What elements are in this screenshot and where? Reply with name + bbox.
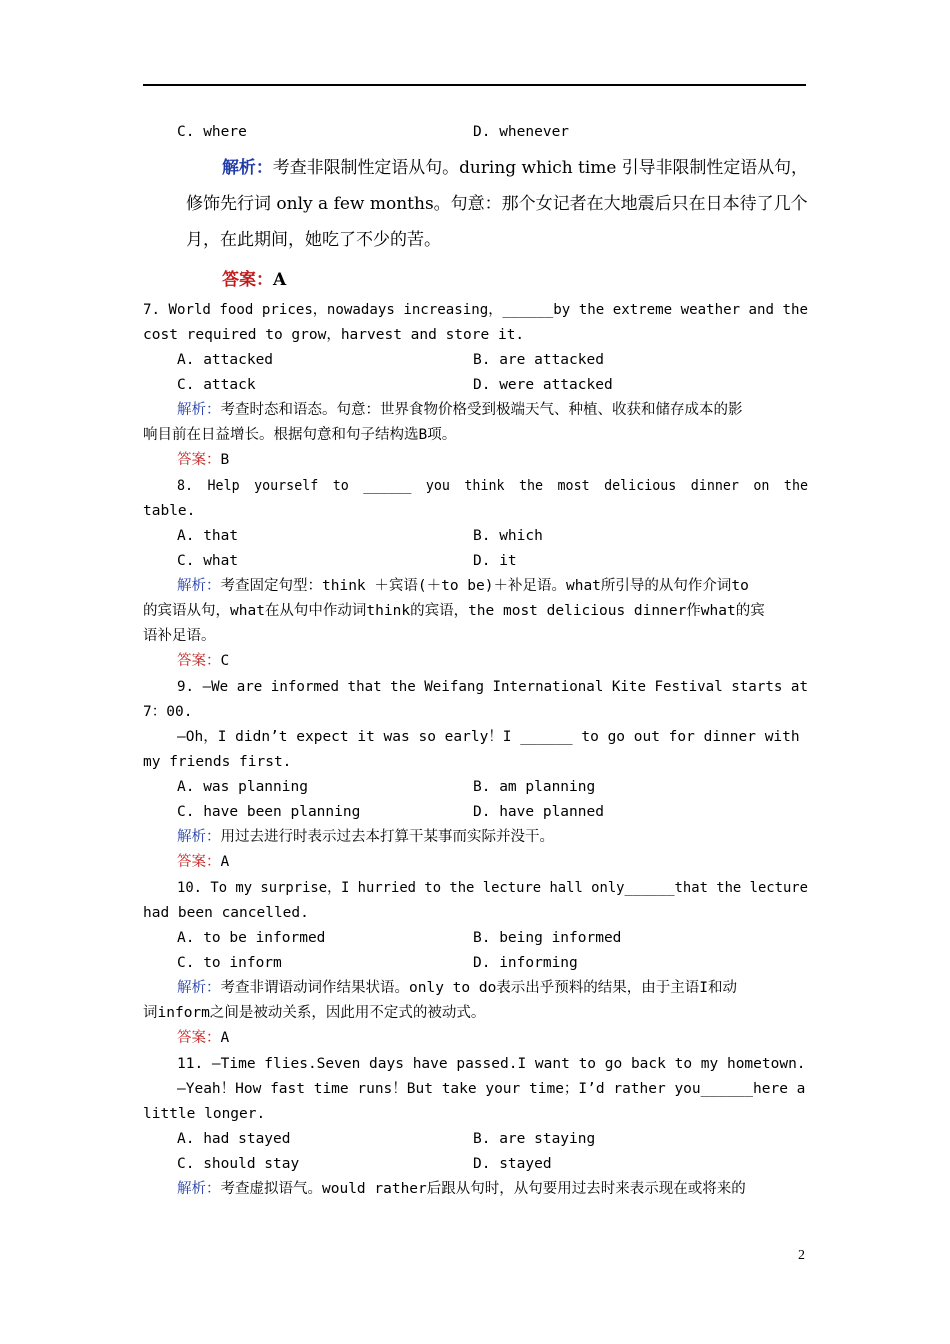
q8-option-d: D. it bbox=[473, 553, 517, 569]
q7-stem-line2: cost required to grow，harvest and store it. bbox=[143, 327, 525, 343]
q11-option-a: A. had stayed bbox=[177, 1131, 291, 1147]
q9-answer-label: 答案： bbox=[177, 854, 221, 870]
q9-answer-value: A bbox=[220, 854, 230, 870]
q8-explanation-text1: 考查固定句型：think ＋宾语(＋to be)＋补足语。what所引导的从句作介词to bbox=[220, 578, 749, 594]
q10-stem-line1: 10. To my surprise，I hurried to the lecture hall only______that the lecture bbox=[177, 880, 808, 896]
q6-option-d: D. whenever bbox=[473, 124, 570, 140]
q8-stem-line2: table. bbox=[143, 503, 196, 519]
q6-answer-value: A bbox=[273, 270, 287, 290]
q9-explanation-line1 bbox=[177, 825, 554, 850]
q11-option-c: C. should stay bbox=[177, 1156, 300, 1172]
q10-option-a: A. to be informed bbox=[177, 930, 326, 946]
q11-explanation-text1: 考查虚拟语气。would rather后跟从句时，从句要用过去时来表示现在或将来的 bbox=[220, 1181, 746, 1197]
q6-explanation-text1: 考查非限制性定语从句。during which time 引导非限制性定语从句， bbox=[272, 158, 808, 178]
q7-answer-label: 答案： bbox=[177, 452, 221, 468]
q6-explanation-label: 解析： bbox=[222, 158, 273, 178]
q9-stem-line2: 7：00. bbox=[143, 704, 193, 720]
q9-option-a: A. was planning bbox=[177, 779, 308, 795]
q9-option-c: C. have been planning bbox=[177, 804, 361, 820]
q8-explanation-line2: 的宾语从句，what在从句中作动词think的宾语，the most delicious dinner作what的宾 bbox=[143, 603, 765, 619]
q8-answer bbox=[177, 649, 229, 674]
q9-stem-line1: 9. —We are informed that the Weifang International Kite Festival starts at bbox=[177, 679, 808, 695]
q10-stem-line2: had been cancelled. bbox=[143, 905, 309, 921]
q9-stem-line4: my friends first. bbox=[143, 754, 292, 770]
q10-option-b: B. being informed bbox=[473, 930, 622, 946]
q8-answer-value: C bbox=[220, 653, 230, 669]
q7-explanation-line1 bbox=[177, 398, 743, 423]
q8-option-c: C. what bbox=[177, 553, 239, 569]
q9-option-d: D. have planned bbox=[473, 804, 604, 820]
q7-option-b: B. are attacked bbox=[473, 352, 604, 368]
q6-explanation-line3: 月，在此期间，她吃了不少的苦。 bbox=[186, 230, 441, 250]
q7-option-d: D. were attacked bbox=[473, 377, 613, 393]
q8-explanation-label: 解析： bbox=[177, 578, 221, 594]
q11-option-d: D. stayed bbox=[473, 1156, 552, 1172]
q6-option-c: C. where bbox=[177, 124, 247, 140]
q8-stem-line1: 8. Help yourself to ______ you think the most delicious dinner on the bbox=[177, 478, 808, 494]
q11-stem-line3: little longer. bbox=[143, 1106, 266, 1122]
q11-stem-line1: 11. —Time flies.Seven days have passed.I want to go back to my hometown. bbox=[177, 1056, 806, 1072]
q8-option-a: A. that bbox=[177, 528, 239, 544]
q9-explanation-label: 解析： bbox=[177, 829, 221, 845]
q6-answer bbox=[222, 262, 286, 298]
q9-stem-line3: —Oh，I didn’t expect it was so early！I ______ to go out for dinner with bbox=[177, 729, 800, 745]
q7-answer bbox=[177, 448, 229, 473]
q7-option-a: A. attacked bbox=[177, 352, 274, 368]
q10-option-c: C. to inform bbox=[177, 955, 282, 971]
q10-answer-value: A bbox=[220, 1030, 230, 1046]
q9-option-b: B. am planning bbox=[473, 779, 596, 795]
q10-explanation-line2: 词inform之间是被动关系，因此用不定式的被动式。 bbox=[143, 1005, 486, 1021]
q10-answer bbox=[177, 1026, 229, 1051]
q7-answer-value: B bbox=[220, 452, 230, 468]
q6-explanation-line1 bbox=[222, 150, 808, 186]
q11-explanation-line1 bbox=[177, 1177, 746, 1202]
q10-explanation-line1 bbox=[177, 976, 737, 1001]
page-number: 2 bbox=[798, 1248, 805, 1263]
q10-explanation-text1: 考查非谓语动词作结果状语。only to do表示出乎预料的结果，由于主语I和动 bbox=[220, 980, 738, 996]
q10-option-d: D. informing bbox=[473, 955, 578, 971]
q8-answer-label: 答案： bbox=[177, 653, 221, 669]
q7-explanation-line2: 响目前在日益增长。根据句意和句子结构选B项。 bbox=[143, 427, 457, 443]
header-rule bbox=[143, 84, 806, 86]
q8-explanation-line1 bbox=[177, 574, 749, 599]
q10-explanation-label: 解析： bbox=[177, 980, 221, 996]
q7-stem-line1: 7. World food prices，nowadays increasing，______by the extreme weather and the bbox=[143, 302, 808, 318]
q8-option-b: B. which bbox=[473, 528, 543, 544]
q6-explanation-line2: 修饰先行词 only a few months。句意：那个女记者在大地震后只在日本待了几个 bbox=[186, 194, 808, 214]
q11-explanation-label: 解析： bbox=[177, 1181, 221, 1197]
q10-answer-label: 答案： bbox=[177, 1030, 221, 1046]
q7-explanation-text1: 考查时态和语态。句意：世界食物价格受到极端天气、种植、收获和储存成本的影 bbox=[220, 402, 743, 418]
q7-option-c: C. attack bbox=[177, 377, 256, 393]
q6-answer-label: 答案： bbox=[222, 270, 273, 290]
q9-explanation-text1: 用过去进行时表示过去本打算干某事而实际并没干。 bbox=[220, 829, 554, 845]
q7-explanation-label: 解析： bbox=[177, 402, 221, 418]
q9-answer bbox=[177, 850, 229, 875]
q11-stem-line2: —Yeah！How fast time runs！But take your time；I’d rather you______here a bbox=[177, 1081, 806, 1097]
q11-option-b: B. are staying bbox=[473, 1131, 596, 1147]
q8-explanation-line3: 语补足语。 bbox=[143, 628, 216, 644]
